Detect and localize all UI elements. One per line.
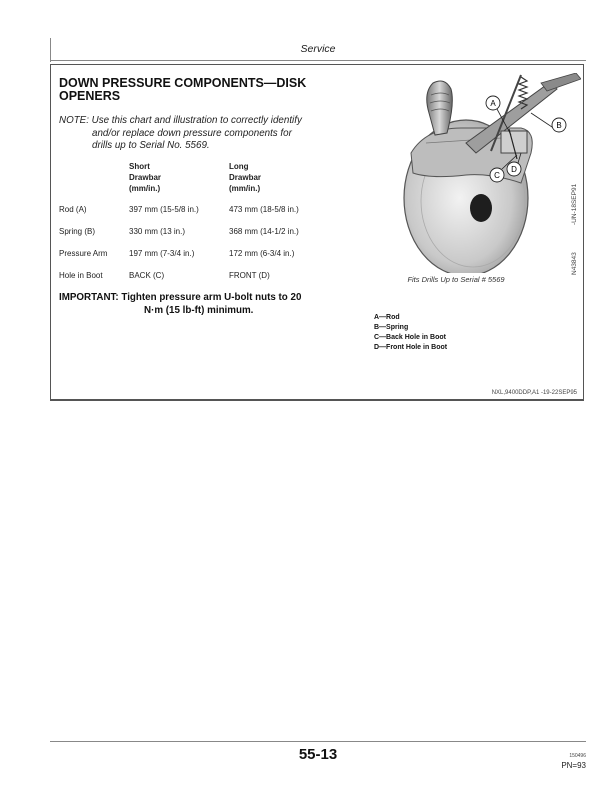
callout-a: [486, 96, 500, 110]
long-header-line-2: Drawbar: [229, 173, 262, 182]
row-long-value: 172 mm (6-3/4 in.): [229, 249, 295, 258]
row-short-value: 397 mm (15-5/8 in.): [129, 205, 199, 214]
row-short-value: 330 mm (13 in.): [129, 227, 186, 236]
legend-item: A—Rod: [374, 314, 400, 321]
table-row: [59, 249, 349, 261]
header-rule: [50, 60, 586, 61]
important-note: [59, 291, 349, 317]
section-title: Service: [300, 43, 336, 55]
row-label: Hole in Boot: [59, 271, 103, 280]
short-header-line-1: Short: [129, 162, 150, 171]
footer-code: 150496: [569, 753, 586, 759]
row-long-value: FRONT (D): [229, 271, 270, 280]
title-line-2: OPENERS: [59, 89, 121, 103]
note-line-3: drills up to Serial No. 5569.: [92, 140, 210, 151]
footer-pn: PN=93: [561, 761, 586, 770]
row-label: Spring (B): [59, 227, 96, 236]
long-header-line-3: (mm/in.): [229, 184, 261, 193]
short-header-line-2: Drawbar: [129, 173, 162, 182]
figure-caption: Fits Drills Up to Serial # 5569: [407, 275, 505, 284]
legend-item: B—Spring: [374, 324, 409, 331]
callout-b: [552, 118, 566, 132]
note-line-2: and/or replace down pressure components for: [92, 127, 292, 139]
page-title: [59, 77, 339, 103]
row-label: Rod (A): [59, 205, 87, 214]
table-row: [59, 205, 349, 217]
short-header-line-3: (mm/in.): [129, 184, 161, 193]
title-line-1: DOWN PRESSURE COMPONENTS—DISK: [59, 76, 307, 90]
long-header-line-1: Long: [229, 162, 249, 171]
content-frame: [50, 64, 584, 401]
row-short-value: BACK (C): [129, 271, 165, 280]
table-row: [59, 227, 349, 239]
disk-hub: [470, 194, 492, 222]
note-line-1: NOTE: Use this chart and illustration to correctly identify: [59, 115, 302, 126]
note-text: [59, 115, 329, 153]
figure-code-top: -UN-18SEP91: [571, 183, 578, 225]
row-long-value: 368 mm (14-1/2 in.): [229, 227, 299, 236]
row-short-value: 197 mm (7-3/4 in.): [129, 249, 195, 258]
svg-text:D: D: [511, 165, 517, 174]
footer-rule: [50, 741, 586, 742]
row-label: Pressure Arm: [59, 249, 108, 258]
document-reference: NXL,9400DDP,A1 -19-22SEP95: [491, 390, 577, 396]
legend-item: C—Back Hole in Boot: [374, 334, 446, 341]
figure-legend: [374, 313, 447, 353]
disk-opener-illustration: [371, 73, 581, 273]
svg-text:B: B: [556, 121, 562, 130]
page-number: 55-13: [298, 746, 338, 763]
callout-d: [507, 162, 521, 176]
row-long-value: 473 mm (18-5/8 in.): [229, 205, 299, 214]
svg-text:A: A: [490, 99, 496, 108]
important-line-2: N·m (15 lb-ft) minimum.: [144, 305, 254, 316]
short-drawbar-header: [129, 161, 161, 194]
figure-code-bottom: N43843: [571, 252, 578, 275]
callout-c: [490, 168, 504, 182]
svg-text:C: C: [494, 171, 500, 180]
table-row: [59, 271, 349, 283]
important-line-1: IMPORTANT: Tighten pressure arm U-bolt nuts to 20: [59, 292, 302, 303]
long-drawbar-header: [229, 161, 261, 194]
legend-item: D—Front Hole in Boot: [374, 344, 448, 351]
